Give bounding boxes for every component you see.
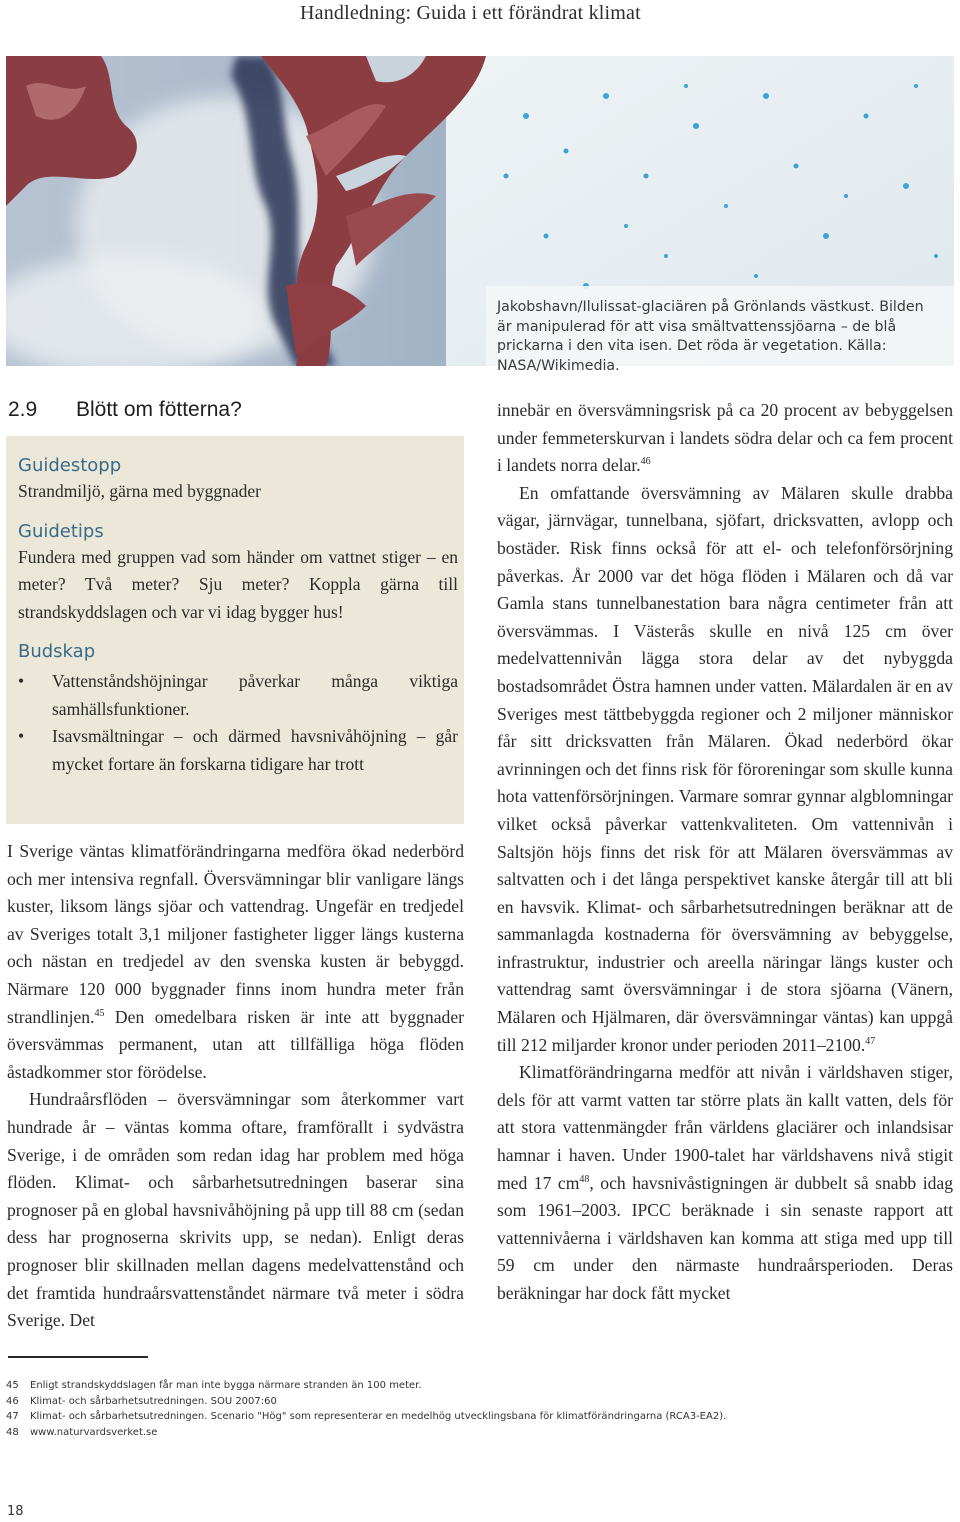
budskap-label: Budskap: [18, 641, 96, 662]
list-item: • Isavsmältningar – och därmed havsnivåhöjning – går mycket fortare än forskarna tidigare har trott: [18, 723, 458, 778]
list-item: • Vattenståndshöjningar påverkar många viktiga samhällsfunktioner.: [18, 668, 458, 723]
footnote-ref: 46: [640, 456, 651, 468]
footnote: 48 www.naturvardsverket.se: [6, 1426, 158, 1438]
paragraph: Klimatförändringarna medför att nivån i världshaven stiger, dels för att varmt vatten tar större plats än kallt vatten, dels för att stora vattenmängder från världens glaciärer och inlandsisar hamnar i haven. Under 1900-talet har världshavens nivå stigit med 17 $cm^{48}$, och havsnivåstigningen är dubbelt så snabb idag som 1961–2003. IPCC beräknade i sin senaste rapport att vattennivåerna i världshaven kan komma att stiga med upp till 59 cm under den närmaste hundraårsperioden. Deras beräkningar har dock fått mycket: [497, 1062, 953, 1303]
guidetips-label: Guidetips: [18, 520, 104, 542]
footnote: 46 Klimat- och sårbarhetsutredningen. SOU 2007:60: [6, 1395, 277, 1407]
paragraph: innebär en översvämningsrisk på ca 20 procent av bebyggelsen under femmeterskurvan i landets södra delar och ca fem procent i landets norra delar.$^{46}$: [497, 400, 953, 476]
running-title: Handledning: Guida i ett förändrat klimat: [300, 2, 641, 24]
footnote-divider: [8, 1356, 148, 1358]
bullet-icon: •: [18, 671, 25, 691]
guidetips-text: Fundera med gruppen vad som händer om vattnet stiger – en meter? Två meter? Sju meter? Koppla gärna till strandskyddslagen och var vi idag bygger hus!: [18, 546, 458, 622]
footnote: 45 Enligt strandskyddslagen får man inte bygga närmare stranden än 100 meter.: [6, 1380, 422, 1391]
guidestopp-text: Strandmiljö, gärna med byggnader: [18, 481, 261, 501]
footnote-ref: 47: [865, 1035, 876, 1047]
section-heading: [8, 398, 448, 422]
paragraph: Hundraårsflöden – översvämningar som återkommer vart hundrade år – väntas komma oftare, framförallt i sydvästra Sverige, i de områden som redan idag har problem med höga flöden. Klimat- och sårbarhetsutredningen baserar sina prognoser på en global havsnivåhöjning på upp till 88 cm (sedan dess har prognoserna skrivits upp, se nedan). Enligt deras prognoser blir skillnaden mellan dagens medelvattenstånd och det framtida hundraårsvattenståndet närmare två meter i södra Sverige. Det: [7, 1089, 464, 1331]
right-column: [497, 397, 953, 1308]
footnote-ref: 45: [94, 1007, 105, 1019]
paragraph: En omfattande översvämning av Mälaren skulle drabba vägar, järnvägar, tunnelbana, sjöfart, dricksvatten, avlopp och bostäder. Risk finns också för att el- och telefonförsörjning påverkas. År 2000 var det höga flöden i Mälaren och då var Gamla stans tunnelbanestation bara några centimeter från att översvämmas. I Västerås skulle en nivå 125 cm över medelvattennivån lägga stora delar av det nybyggda bostadsområdet Östra hamnen under vatten. Mälardalen är en av Sveriges mest tättbebyggda regioner och 2 miljoner människor får sitt dricksvatten från Mälaren. Ökad nederbörd ökar avrinningen och det finns risk för föroreningar som skulle kunna hota vattenförsörjningen. Varmare somrar gynnar algblomningar vilket också påverkar vattenkvaliteten. Om vattennivån i Saltsjön höjs finns det risk för att Mälaren översvämmas av saltvatten och i det långa perspektivet kanske återgår till att bli en havsvik. Klimat- och sårbarhetsutredningen beräknar att de sammanlagda kostnaderna för översvämning av bebyggelse, infrastruktur, industrier och areella näringar längs kuster och vattendrag samt översvämningar i de stora sjöarna (Vänern, Mälaren och Hjälmaren, där översvämningar väntas) kan uppgå till 212 miljarder kronor under perioden 2011–2100.47: [497, 482, 953, 1055]
footnote: 47 Klimat- och sårbarhetsutredningen. Scenario "Hög" som representerar en medelhög utvecklingsbana för klimatförändringarna (RCA3-EA2).: [6, 1411, 727, 1422]
page-number: 18: [7, 1504, 24, 1519]
guide-box: [6, 436, 464, 824]
section-number: 2.9: [8, 398, 38, 421]
paragraph: I Sverige väntas klimatförändringarna medföra ökad nederbörd och mer intensiva regnfall. Översvämningar blir vanligare längs kuster, liksom längs sjöar och vattendrag. Ungefär en tredjedel av Sveriges totalt 3,1 miljoner fastigheter ligger längs kusterna och nästan en tredjedel av den svenska kusten är bebyggd. Närmare 120 000 byggnader finns inom hundra meter från strandlinjen.$^{45}$ Den omedelbara risken är inte att byggnader översvämmas permanent, utan att tillfälliga höga flöden åstadkommer stor förödelse.: [7, 841, 464, 1082]
photo-caption: Jakobshavn/Ilulissat-glaciären på Grönlands västkust. Bilden är manipulerad för att visa smältvattenssjöarna – de blå prickarna i den vita isen. Det röda är vegetation. Källa: NASA/Wikimedia.: [497, 299, 924, 374]
footnotes: [6, 1378, 946, 1440]
bullet-icon: •: [18, 726, 25, 746]
left-column: [7, 838, 464, 1335]
footnote-ref: 48: [579, 1173, 590, 1185]
budskap-list: [18, 668, 458, 778]
section-title: Blött om fötterna?: [76, 398, 242, 421]
guidestopp-label: Guidestopp: [18, 455, 122, 476]
